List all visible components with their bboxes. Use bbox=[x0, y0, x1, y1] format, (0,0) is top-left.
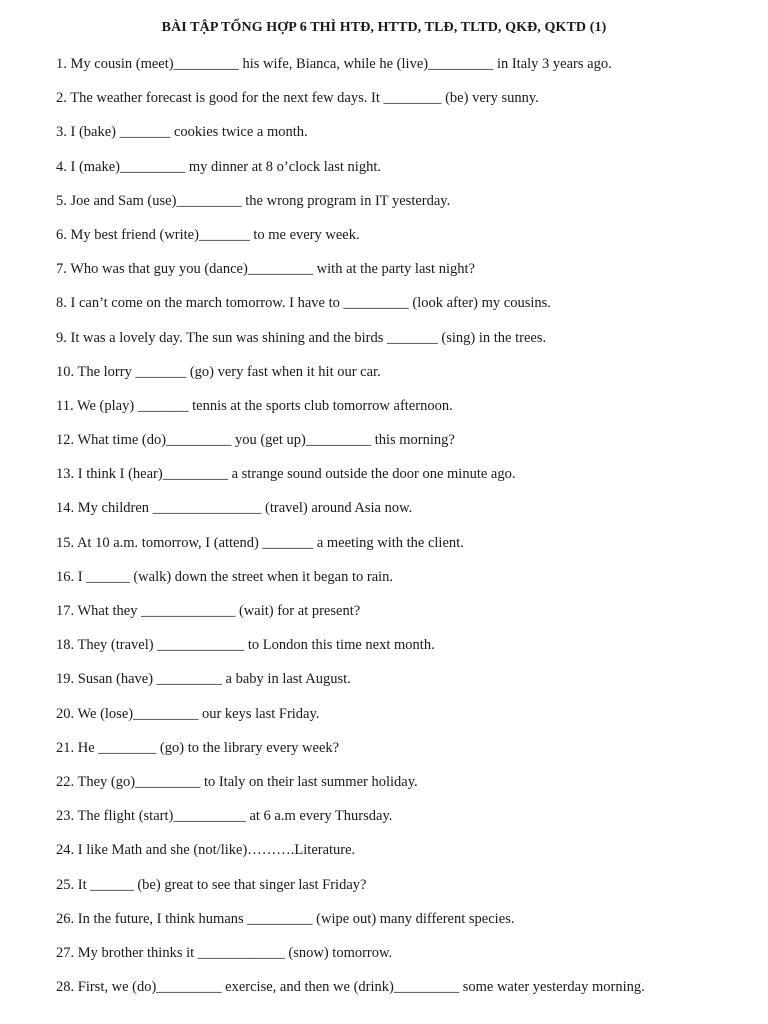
exercise-item-21: 21. He ________ (go) to the library every week? bbox=[56, 739, 340, 756]
exercise-item-15: 15. At 10 a.m. tomorrow, I (attend) _______ a meeting with the client. bbox=[56, 534, 464, 551]
exercise-item-2: 2. The weather forecast is good for the next few days. It ________ (be) very sunny. bbox=[56, 90, 539, 107]
exercise-item-14: 14. My children _______________ (travel) around Asia now. bbox=[56, 500, 413, 517]
exercise-item-5: 5. Joe and Sam (use)_________ the wrong program in IT yesterday. bbox=[56, 192, 451, 209]
exercise-item-25: 25. It ______ (be) great to see that singer last Friday? bbox=[56, 876, 367, 893]
exercise-item-17: 17. What they _____________ (wait) for at present? bbox=[56, 603, 361, 619]
exercise-list bbox=[56, 54, 756, 1011]
exercise-item-8: 8. I can’t come on the march tomorrow. I have to _________ (look after) my cousins. bbox=[56, 295, 551, 312]
exercise-item-23: 23. The flight (start)__________ at 6 a.m every Thursday. bbox=[56, 808, 393, 825]
worksheet-title: BÀI TẬP TỔNG HỢP 6 THÌ HTĐ, HTTD, TLĐ, TLTD, QKĐ, QKTD (1) bbox=[161, 20, 607, 35]
exercise-item-22: 22. They (go)_________ to Italy on their last summer holiday. bbox=[56, 773, 418, 790]
exercise-item-28: 28. First, we (do)_________ exercise, and then we (drink)_________ some water yesterday morning. bbox=[56, 979, 645, 996]
exercise-item-27: 27. My brother thinks it ____________ (snow) tomorrow. bbox=[56, 944, 393, 961]
exercise-item-13: 13. I think I (hear)_________ a strange sound outside the door one minute ago. bbox=[56, 466, 516, 483]
exercise-item-4: 4. I (make)_________ my dinner at 8 o’clock last night. bbox=[56, 158, 381, 175]
exercise-item-3: 3. I (bake) _______ cookies twice a month. bbox=[56, 124, 308, 141]
exercise-item-12: 12. What time (do)_________ you (get up)_________ this morning? bbox=[56, 432, 455, 449]
exercise-item-11: 11. We (play) _______ tennis at the sports club tomorrow afternoon. bbox=[56, 397, 453, 414]
exercise-item-18: 18. They (travel) ____________ to London this time next month. bbox=[56, 637, 435, 654]
exercise-item-1: 1. My cousin (meet)_________ his wife, Bianca, while he (live)_________ in Italy 3 years ago. bbox=[56, 56, 612, 72]
exercise-item-10: 10. The lorry _______ (go) very fast when it hit our car. bbox=[56, 363, 381, 380]
exercise-item-20: 20. We (lose)_________ our keys last Friday. bbox=[56, 705, 320, 722]
exercise-item-9: 9. It was a lovely day. The sun was shining and the birds _______ (sing) in the trees. bbox=[56, 329, 547, 346]
exercise-item-16: 16. I ______ (walk) down the street when it began to rain. bbox=[56, 568, 394, 585]
exercise-item-19: 19. Susan (have) _________ a baby in last August. bbox=[56, 671, 351, 688]
exercise-item-7: 7. Who was that guy you (dance)_________ with at the party last night? bbox=[56, 261, 475, 278]
exercise-item-24: 24. I like Math and she (not/like)……….Literature. bbox=[56, 842, 356, 859]
exercise-item-26: 26. In the future, I think humans _________ (wipe out) many different species. bbox=[56, 910, 515, 927]
exercise-item-6: 6. My best friend (write)_______ to me every week. bbox=[56, 226, 360, 243]
